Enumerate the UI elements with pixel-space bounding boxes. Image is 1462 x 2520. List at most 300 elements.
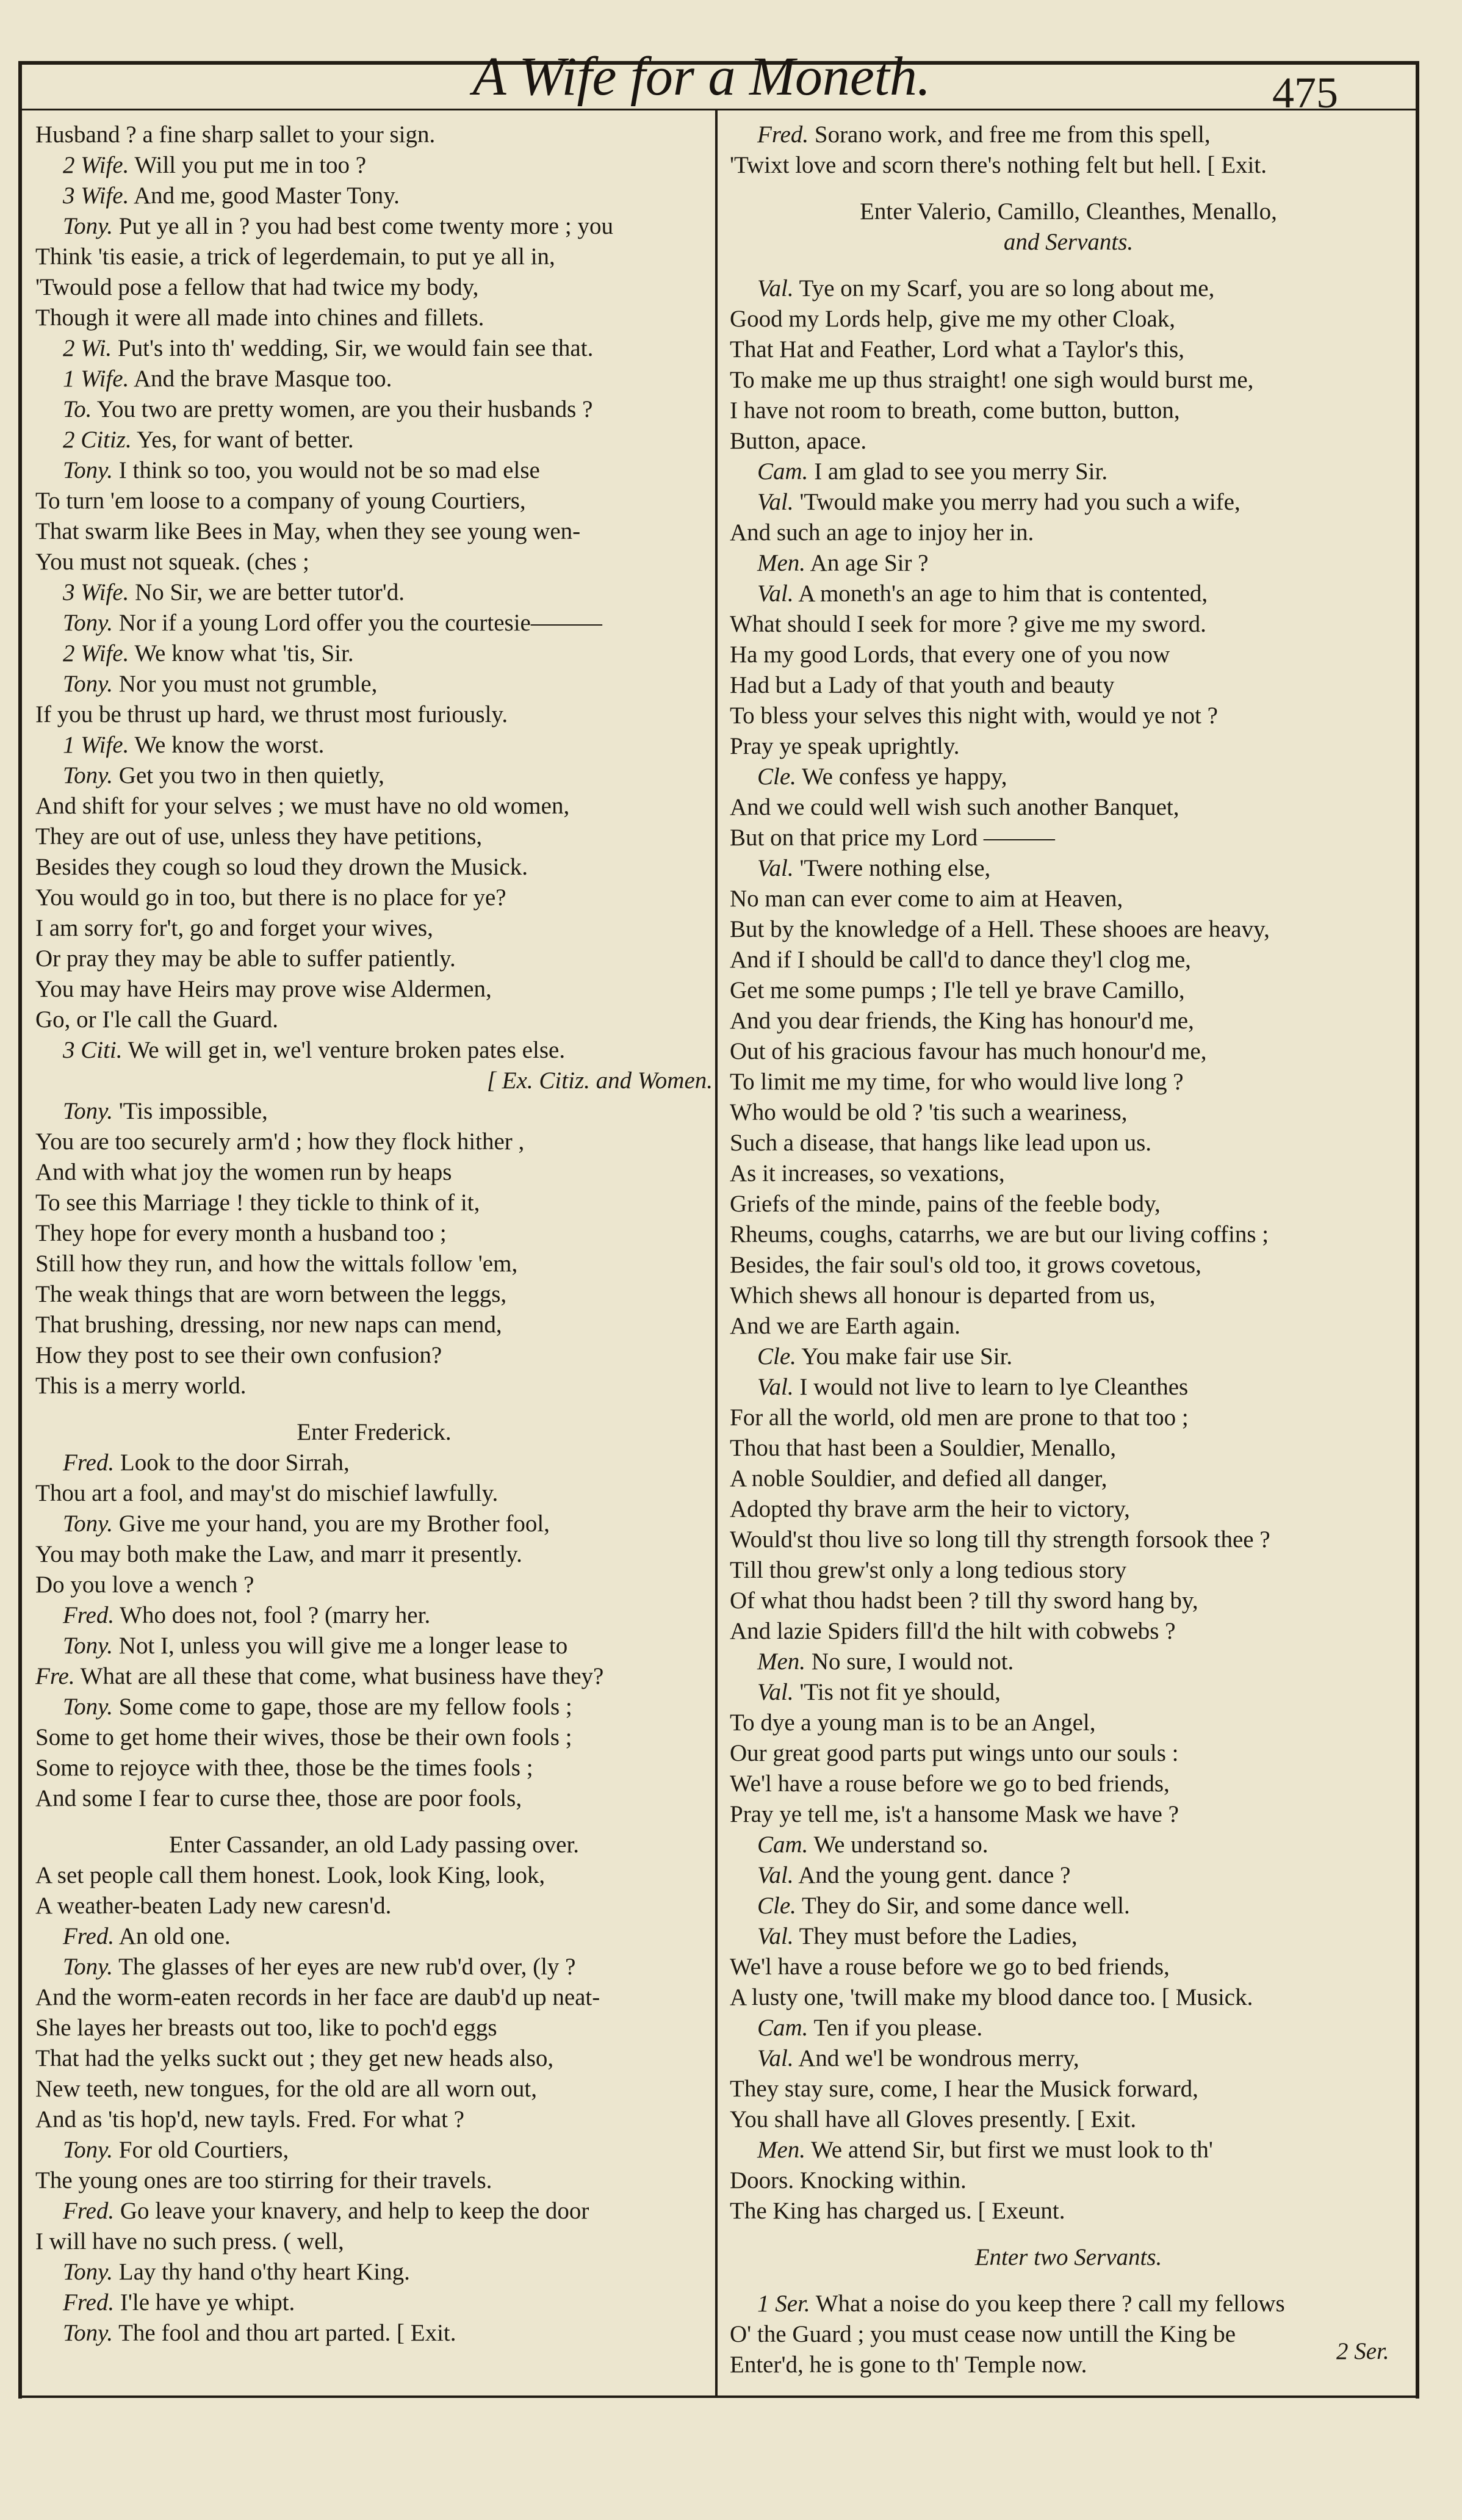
text-line <box>35 1860 713 1891</box>
line-text: They do Sir, and some dance well. <box>801 1893 1130 1919</box>
text-line <box>730 1647 1407 1677</box>
line-text: And we are Earth again. <box>730 1313 960 1339</box>
text-line <box>730 1006 1407 1036</box>
text-line <box>35 1005 713 1035</box>
speaker-name: Tony. <box>63 671 113 697</box>
line-text: To bless your selves this night with, would ye not ? <box>730 702 1218 729</box>
line-text: To see this Marriage ! they tickle to think of it, <box>35 1190 480 1216</box>
line-text: And we'l be wondrous merry, <box>798 2045 1079 2071</box>
text-line <box>35 1921 713 1952</box>
left-column <box>35 120 713 2349</box>
text-line <box>730 304 1407 334</box>
text-line <box>35 1035 713 1066</box>
text-line <box>35 577 713 608</box>
text-line <box>35 1982 713 2013</box>
text-line <box>35 638 713 669</box>
speaker-name: Tony. <box>63 1098 113 1124</box>
text-line <box>35 1371 713 1401</box>
line-text: I am sorry for't, go and forget your wives, <box>35 915 433 941</box>
text-line <box>730 823 1407 853</box>
line-text: And if I should be call'd to dance they'l clog me, <box>730 947 1191 973</box>
line-text: An age Sir ? <box>810 550 929 576</box>
line-text: You are too securely arm'd ; how they flock hither , <box>35 1128 525 1155</box>
line-text: 'Tis not fit ye should, <box>799 1679 1001 1705</box>
line-text: No man can ever come to aim at Heaven, <box>730 886 1123 912</box>
line-text: Enter'd, he is gone to th' Temple now. <box>730 2352 1087 2378</box>
page-border-right <box>1416 61 1419 2399</box>
text-line <box>730 579 1407 609</box>
text-line <box>35 1692 713 1722</box>
text-line <box>730 1616 1407 1647</box>
speaker-name: Fre. <box>35 1663 75 1689</box>
line-text: Such a disease, that hangs like lead upon us. <box>730 1130 1152 1156</box>
line-text: And such an age to injoy her in. <box>730 519 1034 546</box>
line-text: What a noise do you keep there ? call my fellows <box>815 2291 1285 2317</box>
line-text: To make me up thus straight! one sigh would burst me, <box>730 367 1254 393</box>
line-text: And me, good Master Tony. <box>133 182 400 209</box>
text-line <box>35 455 713 486</box>
line-text: If you be thrust up hard, we thrust most furiously. <box>35 701 508 727</box>
line-text: They hope for every month a husband too ; <box>35 1220 447 1246</box>
line-text: And with what joy the women run by heaps <box>35 1159 452 1185</box>
page-border-left <box>18 61 22 2399</box>
text-line <box>35 394 713 425</box>
line-text: For all the world, old men are prone to that too ; <box>730 1404 1189 1431</box>
text-line <box>35 2287 713 2318</box>
text-line <box>35 242 713 272</box>
line-text: To limit me my time, for who would live long ? <box>730 1069 1184 1095</box>
speaker-name: 2 Citiz. <box>63 427 132 453</box>
speaker-name: Tony. <box>63 1954 113 1980</box>
text-line <box>35 1952 713 1982</box>
line-spacer <box>35 1814 713 1830</box>
line-text: We will get in, we'l venture broken pates else. <box>128 1037 566 1063</box>
line-text: The weak things that are worn between the leggs, <box>35 1281 507 1307</box>
line-text: and Servants. <box>1003 229 1134 255</box>
text-line <box>35 150 713 181</box>
line-text: A moneth's an age to him that is contented, <box>798 580 1208 607</box>
text-line <box>35 1509 713 1539</box>
line-text: [ Ex. Citiz. and Women. <box>486 1067 713 1094</box>
speaker-name: 2 Wife. <box>63 640 129 666</box>
line-text: They stay sure, come, I hear the Musick forward, <box>730 2076 1198 2102</box>
speaker-name: Cle. <box>757 764 796 790</box>
text-line <box>730 334 1407 365</box>
line-text: I have not room to breath, come button, button, <box>730 397 1180 424</box>
text-line <box>35 1218 713 1249</box>
text-line <box>35 1478 713 1509</box>
line-spacer <box>35 1401 713 1417</box>
text-line <box>35 1096 713 1127</box>
text-line <box>730 1219 1407 1250</box>
text-line <box>730 2196 1407 2226</box>
text-line <box>730 518 1407 548</box>
line-text: Good my Lords help, give me my other Cloak, <box>730 306 1176 332</box>
text-line <box>730 426 1407 457</box>
text-line <box>730 640 1407 670</box>
line-text: The King has charged us. [ Exeunt. <box>730 2198 1065 2224</box>
speaker-name: Tony. <box>63 457 113 483</box>
text-line <box>730 2043 1407 2074</box>
text-line <box>730 2074 1407 2104</box>
text-line <box>35 730 713 760</box>
text-line <box>35 1448 713 1478</box>
line-text: The fool and thou art parted. [ Exit. <box>118 2320 456 2346</box>
text-line <box>730 1891 1407 1921</box>
line-text: Think 'tis easie, a trick of legerdemain, to put ye all in, <box>35 244 555 270</box>
speaker-name: Fred. <box>757 121 809 148</box>
text-line <box>35 1891 713 1921</box>
line-text: O' the Guard ; you must cease now untill the King be <box>730 2321 1236 2347</box>
text-line <box>35 1340 713 1371</box>
speaker-name: Tony. <box>63 2137 113 2163</box>
speaker-name: Fred. <box>63 1923 115 1949</box>
line-text: Thou art a fool, and may'st do mischief lawfully. <box>35 1480 499 1506</box>
line-text: Nor if a young Lord offer you the courtesie——— <box>118 610 602 636</box>
text-line <box>730 1036 1407 1067</box>
line-text: Thou that hast been a Souldier, Menallo, <box>730 1435 1117 1461</box>
line-text: To turn 'em loose to a company of young Courtiers, <box>35 488 526 514</box>
text-line <box>730 1708 1407 1738</box>
text-line <box>35 425 713 455</box>
text-line <box>730 2319 1407 2350</box>
line-text: A weather-beaten Lady new caresn'd. <box>35 1893 392 1919</box>
speaker-name: 3 Wife. <box>63 579 129 605</box>
speaker-name: Val. <box>757 1374 794 1400</box>
text-line <box>730 457 1407 487</box>
line-text: The glasses of her eyes are new rub'd over, (ly ? <box>118 1954 576 1980</box>
line-text: Enter Cassander, an old Lady passing over. <box>168 1832 580 1858</box>
line-text: Ten if you please. <box>813 2015 983 2041</box>
line-text: Till thou grew'st only a long tedious story <box>730 1557 1127 1583</box>
text-line <box>35 1539 713 1570</box>
line-text: You must not squeak. (ches ; <box>35 549 309 575</box>
line-text: Sorano work, and free me from this spell, <box>814 121 1211 148</box>
line-text: For old Courtiers, <box>118 2137 289 2163</box>
line-text: This is a merry world. <box>35 1373 247 1399</box>
text-line <box>730 1158 1407 1189</box>
text-line <box>730 2350 1407 2380</box>
line-text: Rheums, coughs, catarrhs, we are but our living coffins ; <box>730 1221 1269 1247</box>
line-text: No Sir, we are better tutor'd. <box>135 579 405 605</box>
line-text: I think so too, you would not be so mad else <box>118 457 540 483</box>
text-line <box>730 1952 1407 1982</box>
text-line <box>35 974 713 1005</box>
line-spacer <box>730 2273 1407 2289</box>
line-text: Put ye all in ? you had best come twenty more ; you <box>118 213 613 239</box>
line-text: How they post to see their own confusion? <box>35 1342 442 1368</box>
line-text: I would not live to learn to lye Cleanthes <box>799 1374 1189 1400</box>
speaker-name: Val. <box>757 580 794 607</box>
line-text: Pray ye tell me, is't a hansome Mask we have ? <box>730 1801 1179 1827</box>
line-text: Though it were all made into chines and fillets. <box>35 305 484 331</box>
line-text: Get me some pumps ; I'le tell ye brave Camillo, <box>730 977 1185 1003</box>
line-text: 'Twould make you merry had you such a wife, <box>799 489 1241 515</box>
line-text: And the worm-eaten records in her face are daub'd up neat- <box>35 1984 600 2010</box>
line-text: A set people call them honest. Look, look King, look, <box>35 1862 546 1888</box>
line-text: I'le have ye whipt. <box>120 2289 295 2316</box>
catchword: 2 Ser. <box>1336 2338 1389 2364</box>
line-text: Nor you must not grumble, <box>118 671 378 697</box>
text-line <box>730 1128 1407 1158</box>
text-line <box>730 975 1407 1006</box>
speaker-name: Men. <box>757 2137 806 2163</box>
line-text: Of what thou hadst been ? till thy sword hang by, <box>730 1587 1198 1614</box>
speaker-name: Men. <box>757 550 806 576</box>
speaker-name: Val. <box>757 275 794 301</box>
text-line <box>35 1783 713 1814</box>
speaker-name: Tony. <box>63 1511 113 1537</box>
line-text: Lay thy hand o'thy heart King. <box>118 2259 410 2285</box>
line-text: You would go in too, but there is no place for ye? <box>35 884 506 911</box>
line-text: Ha my good Lords, that every one of you now <box>730 641 1170 668</box>
text-line <box>35 2104 713 2135</box>
line-text: And you dear friends, the King has honour'd me, <box>730 1008 1194 1034</box>
text-line <box>35 2043 713 2074</box>
text-line <box>730 1860 1407 1891</box>
text-line <box>730 1921 1407 1952</box>
line-text: Or pray they may be able to suffer patiently. <box>35 945 456 972</box>
line-text: But on that price my Lord ——— <box>730 825 1055 851</box>
text-line <box>730 2104 1407 2135</box>
text-line <box>35 2013 713 2043</box>
text-line <box>35 1753 713 1783</box>
speaker-name: Val. <box>757 1923 794 1949</box>
text-line <box>35 211 713 242</box>
text-line <box>35 1310 713 1340</box>
line-text: Get you two in then quietly, <box>118 762 384 789</box>
text-line <box>35 760 713 791</box>
text-line <box>730 1982 1407 2013</box>
line-text: Which shews all honour is departed from us, <box>730 1282 1156 1309</box>
speaker-name: Val. <box>757 1862 794 1888</box>
line-text: Enter two Servants. <box>974 2244 1162 2270</box>
right-column <box>730 120 1407 2380</box>
text-line <box>35 547 713 577</box>
speaker-name: Fred. <box>63 1450 115 1476</box>
line-text: A lusty one, 'twill make my blood dance too. [ Musick. <box>730 1984 1253 2010</box>
speaker-name: Cam. <box>757 1832 808 1858</box>
stage-direction <box>35 1830 713 1860</box>
line-text: Griefs of the minde, pains of the feeble body, <box>730 1191 1161 1217</box>
text-line <box>730 1677 1407 1708</box>
line-text: Tye on my Scarf, you are so long about me, <box>799 275 1215 301</box>
line-text: That brushing, dressing, nor new naps can mend, <box>35 1312 502 1338</box>
text-line <box>730 2165 1407 2196</box>
text-line <box>35 1188 713 1218</box>
line-text: Go, or I'le call the Guard. <box>35 1006 278 1033</box>
text-line <box>35 333 713 364</box>
speaker-name: To. <box>63 396 92 422</box>
line-text: 'Twould pose a fellow that had twice my body, <box>35 274 479 300</box>
text-line <box>730 1586 1407 1616</box>
line-text: You shall have all Gloves presently. [ Exit. <box>730 2106 1137 2132</box>
speaker-name: Val. <box>757 489 794 515</box>
line-text: They must before the Ladies, <box>799 1923 1078 1949</box>
text-line <box>730 1067 1407 1097</box>
text-line <box>730 2013 1407 2043</box>
line-text: I am glad to see you merry Sir. <box>814 458 1108 485</box>
text-line <box>730 884 1407 914</box>
line-text: Who does not, fool ? (marry her. <box>120 1602 431 1628</box>
line-text: And we could well wish such another Banquet, <box>730 794 1179 820</box>
text-line <box>730 1525 1407 1555</box>
line-text: You may both make the Law, and marr it presently. <box>35 1541 522 1567</box>
line-text: New teeth, new tongues, for the old are all worn out, <box>35 2076 538 2102</box>
line-text: Some to get home their wives, those be their own fools ; <box>35 1724 572 1750</box>
speaker-name: Cam. <box>757 458 808 485</box>
speaker-name: Fred. <box>63 1602 115 1628</box>
text-line <box>35 1600 713 1631</box>
text-line <box>730 2135 1407 2165</box>
text-line <box>730 1494 1407 1525</box>
text-line <box>35 486 713 516</box>
line-text: Button, apace. <box>730 428 867 454</box>
text-line <box>35 2074 713 2104</box>
line-text: We know what 'tis, Sir. <box>134 640 354 666</box>
text-line <box>35 516 713 547</box>
text-line <box>35 944 713 974</box>
speaker-name: Men. <box>757 1648 806 1675</box>
text-line <box>35 2135 713 2165</box>
text-line <box>730 762 1407 792</box>
speaker-name: 1 Ser. <box>757 2291 810 2317</box>
text-line <box>730 1311 1407 1341</box>
speaker-name: Fred. <box>63 2289 115 2316</box>
speaker-name: Tony. <box>63 2320 113 2346</box>
line-text: 'Twere nothing else, <box>799 855 991 881</box>
speaker-name: 2 Wi. <box>63 335 112 361</box>
speaker-name: Tony. <box>63 1633 113 1659</box>
text-line <box>730 945 1407 975</box>
line-text: No sure, I would not. <box>811 1648 1014 1675</box>
line-text: Enter Frederick. <box>297 1419 452 1445</box>
line-text: Do you love a wench ? <box>35 1572 254 1598</box>
line-text: And lazie Spiders fill'd the hilt with cobwebs ? <box>730 1618 1176 1644</box>
line-text: Look to the door Sirrah, <box>120 1450 350 1476</box>
line-text: You two are pretty women, are you their husbands ? <box>96 396 593 422</box>
speaker-name: Tony. <box>63 610 113 636</box>
line-text: Yes, for want of better. <box>137 427 354 453</box>
line-text: What are all these that come, what business have they? <box>80 1663 604 1689</box>
line-text: Still how they run, and how the wittals follow 'em, <box>35 1251 518 1277</box>
line-text: Adopted thy brave arm the heir to victory, <box>730 1496 1130 1522</box>
line-text: Besides, the fair soul's old too, it grows covetous, <box>730 1252 1201 1278</box>
line-text: Will you put me in too ? <box>134 152 367 178</box>
speaker-name: Tony. <box>63 762 113 789</box>
line-text: Besides they cough so loud they drown the Musick. <box>35 854 528 880</box>
speaker-name: Val. <box>757 855 794 881</box>
text-line <box>35 1279 713 1310</box>
text-line <box>730 1799 1407 1830</box>
line-text: What should I seek for more ? give me my sword. <box>730 611 1206 637</box>
line-text: You make fair use Sir. <box>801 1343 1013 1370</box>
text-line <box>730 1189 1407 1219</box>
text-line <box>35 303 713 333</box>
text-line <box>35 1157 713 1188</box>
text-line <box>730 1280 1407 1311</box>
line-text: And shift for your selves ; we must have no old women, <box>35 793 570 819</box>
line-text: As it increases, so vexations, <box>730 1160 1005 1186</box>
line-spacer <box>730 258 1407 273</box>
text-line <box>730 1433 1407 1464</box>
speaker-name: Val. <box>757 2045 794 2071</box>
line-text: Husband ? a fine sharp sallet to your sign. <box>35 121 436 148</box>
text-line <box>35 913 713 944</box>
text-line <box>730 1738 1407 1769</box>
line-text: 'Tis impossible, <box>118 1098 268 1124</box>
text-line <box>730 120 1407 150</box>
line-text: Enter Valerio, Camillo, Cleanthes, Menallo, <box>860 198 1277 225</box>
speaker-name: Val. <box>757 1679 794 1705</box>
speaker-name: Tony. <box>63 213 113 239</box>
text-line <box>35 2257 713 2287</box>
speaker-name: Cam. <box>757 2015 808 2041</box>
stage-direction <box>730 2242 1407 2273</box>
text-line <box>35 2165 713 2196</box>
line-text: They are out of use, unless they have petitions, <box>35 823 483 850</box>
speaker-name: Tony. <box>63 1694 113 1720</box>
text-line <box>35 883 713 913</box>
line-text: Who would be old ? 'tis such a weariness, <box>730 1099 1128 1125</box>
text-line <box>730 792 1407 823</box>
line-text: And some I fear to curse thee, those are poor fools, <box>35 1785 522 1811</box>
text-line <box>35 364 713 394</box>
page-border-bottom <box>18 2395 1419 2398</box>
page-number: 475 <box>1272 68 1338 117</box>
line-text: To dye a young man is to be an Angel, <box>730 1709 1096 1736</box>
speaker-name: Tony. <box>63 2259 113 2285</box>
text-line <box>730 1097 1407 1128</box>
speaker-name: 2 Wife. <box>63 152 129 178</box>
line-spacer <box>730 2226 1407 2242</box>
text-line <box>730 548 1407 579</box>
text-line <box>35 2318 713 2349</box>
text-line <box>730 273 1407 304</box>
stage-direction <box>730 197 1407 227</box>
text-line <box>35 791 713 821</box>
text-line <box>730 731 1407 762</box>
speaker-name: 3 Wife. <box>63 182 129 209</box>
text-line <box>35 1066 713 1096</box>
text-line <box>730 853 1407 884</box>
text-line <box>730 1830 1407 1860</box>
text-line <box>730 1555 1407 1586</box>
text-line <box>730 1341 1407 1372</box>
text-line <box>35 272 713 303</box>
line-text: Some to rejoyce with thee, those be the times fools ; <box>35 1755 533 1781</box>
text-line <box>730 701 1407 731</box>
running-title: A Wife for a Moneth. <box>472 46 931 107</box>
line-text: That Hat and Feather, Lord what a Taylor's this, <box>730 336 1184 363</box>
text-line <box>730 395 1407 426</box>
stage-direction <box>35 1417 713 1448</box>
text-line <box>35 1127 713 1157</box>
line-text: We'l have a rouse before we go to bed friends, <box>730 1954 1170 1980</box>
line-text: And as 'tis hop'd, new tayls. Fred. For what ? <box>35 2106 464 2132</box>
line-text: Not I, unless you will give me a longer lease to <box>118 1633 568 1659</box>
text-line <box>730 365 1407 395</box>
text-line <box>35 1249 713 1279</box>
line-text: She layes her breasts out too, like to poch'd eggs <box>35 2015 497 2041</box>
line-text: Doors. Knocking within. <box>730 2167 967 2193</box>
text-line <box>730 1372 1407 1403</box>
text-line <box>35 821 713 852</box>
line-text: We understand so. <box>813 1832 988 1858</box>
text-line <box>35 608 713 638</box>
text-line <box>35 2196 713 2226</box>
text-line <box>35 1661 713 1692</box>
